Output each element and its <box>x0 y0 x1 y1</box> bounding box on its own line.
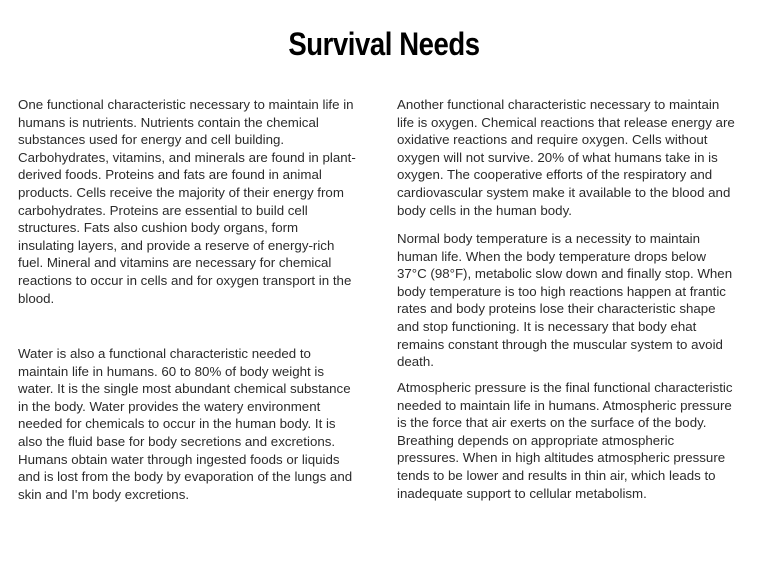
paragraph-line: inadequate support to cellular metabolism. <box>397 485 647 501</box>
paragraph-nutrients <box>18 96 356 307</box>
paragraph-line: oxygen will not survive. 20% of what humans take in is <box>397 149 718 165</box>
paragraph-line: Breathing depends on appropriate atmospheric <box>397 432 675 448</box>
paragraph-line: fuel. Mineral and vitamins are necessary for chemical <box>18 255 332 271</box>
paragraph-line: Humans obtain water through ingested foods or liquids <box>18 451 340 467</box>
paragraph-line: also the fluid base for body secretions and excretions. <box>18 433 336 449</box>
paragraph-line: pressures. When in high altitudes atmospheric pressure <box>397 450 726 466</box>
paragraph-line: oxidative reactions and require oxygen. Cells without <box>397 132 708 148</box>
paragraph-line: and is lost from the body by evaporation of the lungs and <box>18 469 353 485</box>
paragraph-atmospheric-pressure <box>397 379 733 502</box>
paragraph-line: maintain life in humans. 60 to 80% of body weight is <box>18 363 325 379</box>
paragraph-line: carbohydrates. Proteins are essential to build cell <box>18 202 308 218</box>
paragraph-line: cardiovascular system make it available to the blood and <box>397 184 731 200</box>
paragraph-line: structures. Fats also cushion body organs, form <box>18 220 299 236</box>
paragraph-line: Another functional characteristic necessary to maintain <box>397 97 720 112</box>
paragraph-line: death. <box>397 354 434 370</box>
paragraph-line: life is oxygen. Chemical reactions that release energy are <box>397 114 735 130</box>
paragraph-line: is the force that air exerts on the surface of the body. <box>397 415 707 431</box>
paragraph-line: Normal body temperature is a necessity to maintain <box>397 231 701 246</box>
paragraph-line: humans is nutrients. Nutrients contain the chemical <box>18 114 319 130</box>
paragraph-line: products. Cells receive the majority of their energy from <box>18 184 344 200</box>
paragraph-line: and stop functioning. It is necessary that body ehat <box>397 318 697 334</box>
paragraph-line: human life. When the body temperature drops below <box>397 248 706 264</box>
paragraph-line: rates and body proteins lose their characteristic shape <box>397 301 716 317</box>
paragraph-line: Water is also a functional characteristic needed to <box>18 346 311 361</box>
paragraph-line: in the body. Water provides the watery environment <box>18 398 321 414</box>
paragraph-line: tends to be lower and results in thin air, which leads to <box>397 467 716 483</box>
paragraph-line: insulating layers, and provide a reserve of energy-rich <box>18 237 335 253</box>
paragraph-line: water. It is the single most abundant chemical substance <box>18 381 351 397</box>
paragraph-line: skin and I'm body excretions. <box>18 486 190 502</box>
paragraph-line: Atmospheric pressure is the final functional characteristic <box>397 380 733 395</box>
paragraph-line: reactions to occur in cells and for oxygen transport in the <box>18 272 352 288</box>
paragraph-line: 37°C (98°F), metabolic slow down and finally stop. When <box>397 266 733 282</box>
paragraph-line: blood. <box>18 290 55 306</box>
paragraph-body-temperature <box>397 230 732 371</box>
paragraph-line: needed for chemicals to occur in the human body. It is <box>18 416 336 432</box>
paragraph-line: needed to maintain life in humans. Atmospheric pressure <box>397 397 732 413</box>
paragraph-line: derived foods. Proteins and fats are found in animal <box>18 167 322 183</box>
paragraph-line: Carbohydrates, vitamins, and minerals are found in plant- <box>18 149 356 165</box>
paragraph-oxygen <box>397 96 735 219</box>
paragraph-line: body temperature is too high reactions happen at frantic <box>397 283 726 299</box>
paragraph-line: substances used for energy and cell building. <box>18 132 285 148</box>
paragraph-line: body cells in the human body. <box>397 202 572 218</box>
paragraph-line: remains constant through the muscular system to avoid <box>397 336 723 352</box>
page-title: Survival Needs <box>288 26 480 62</box>
paragraph-line: oxygen. The cooperative efforts of the respiratory and <box>397 167 713 183</box>
paragraph-line: One functional characteristic necessary to maintain life in <box>18 97 354 112</box>
paragraph-water <box>18 345 352 503</box>
